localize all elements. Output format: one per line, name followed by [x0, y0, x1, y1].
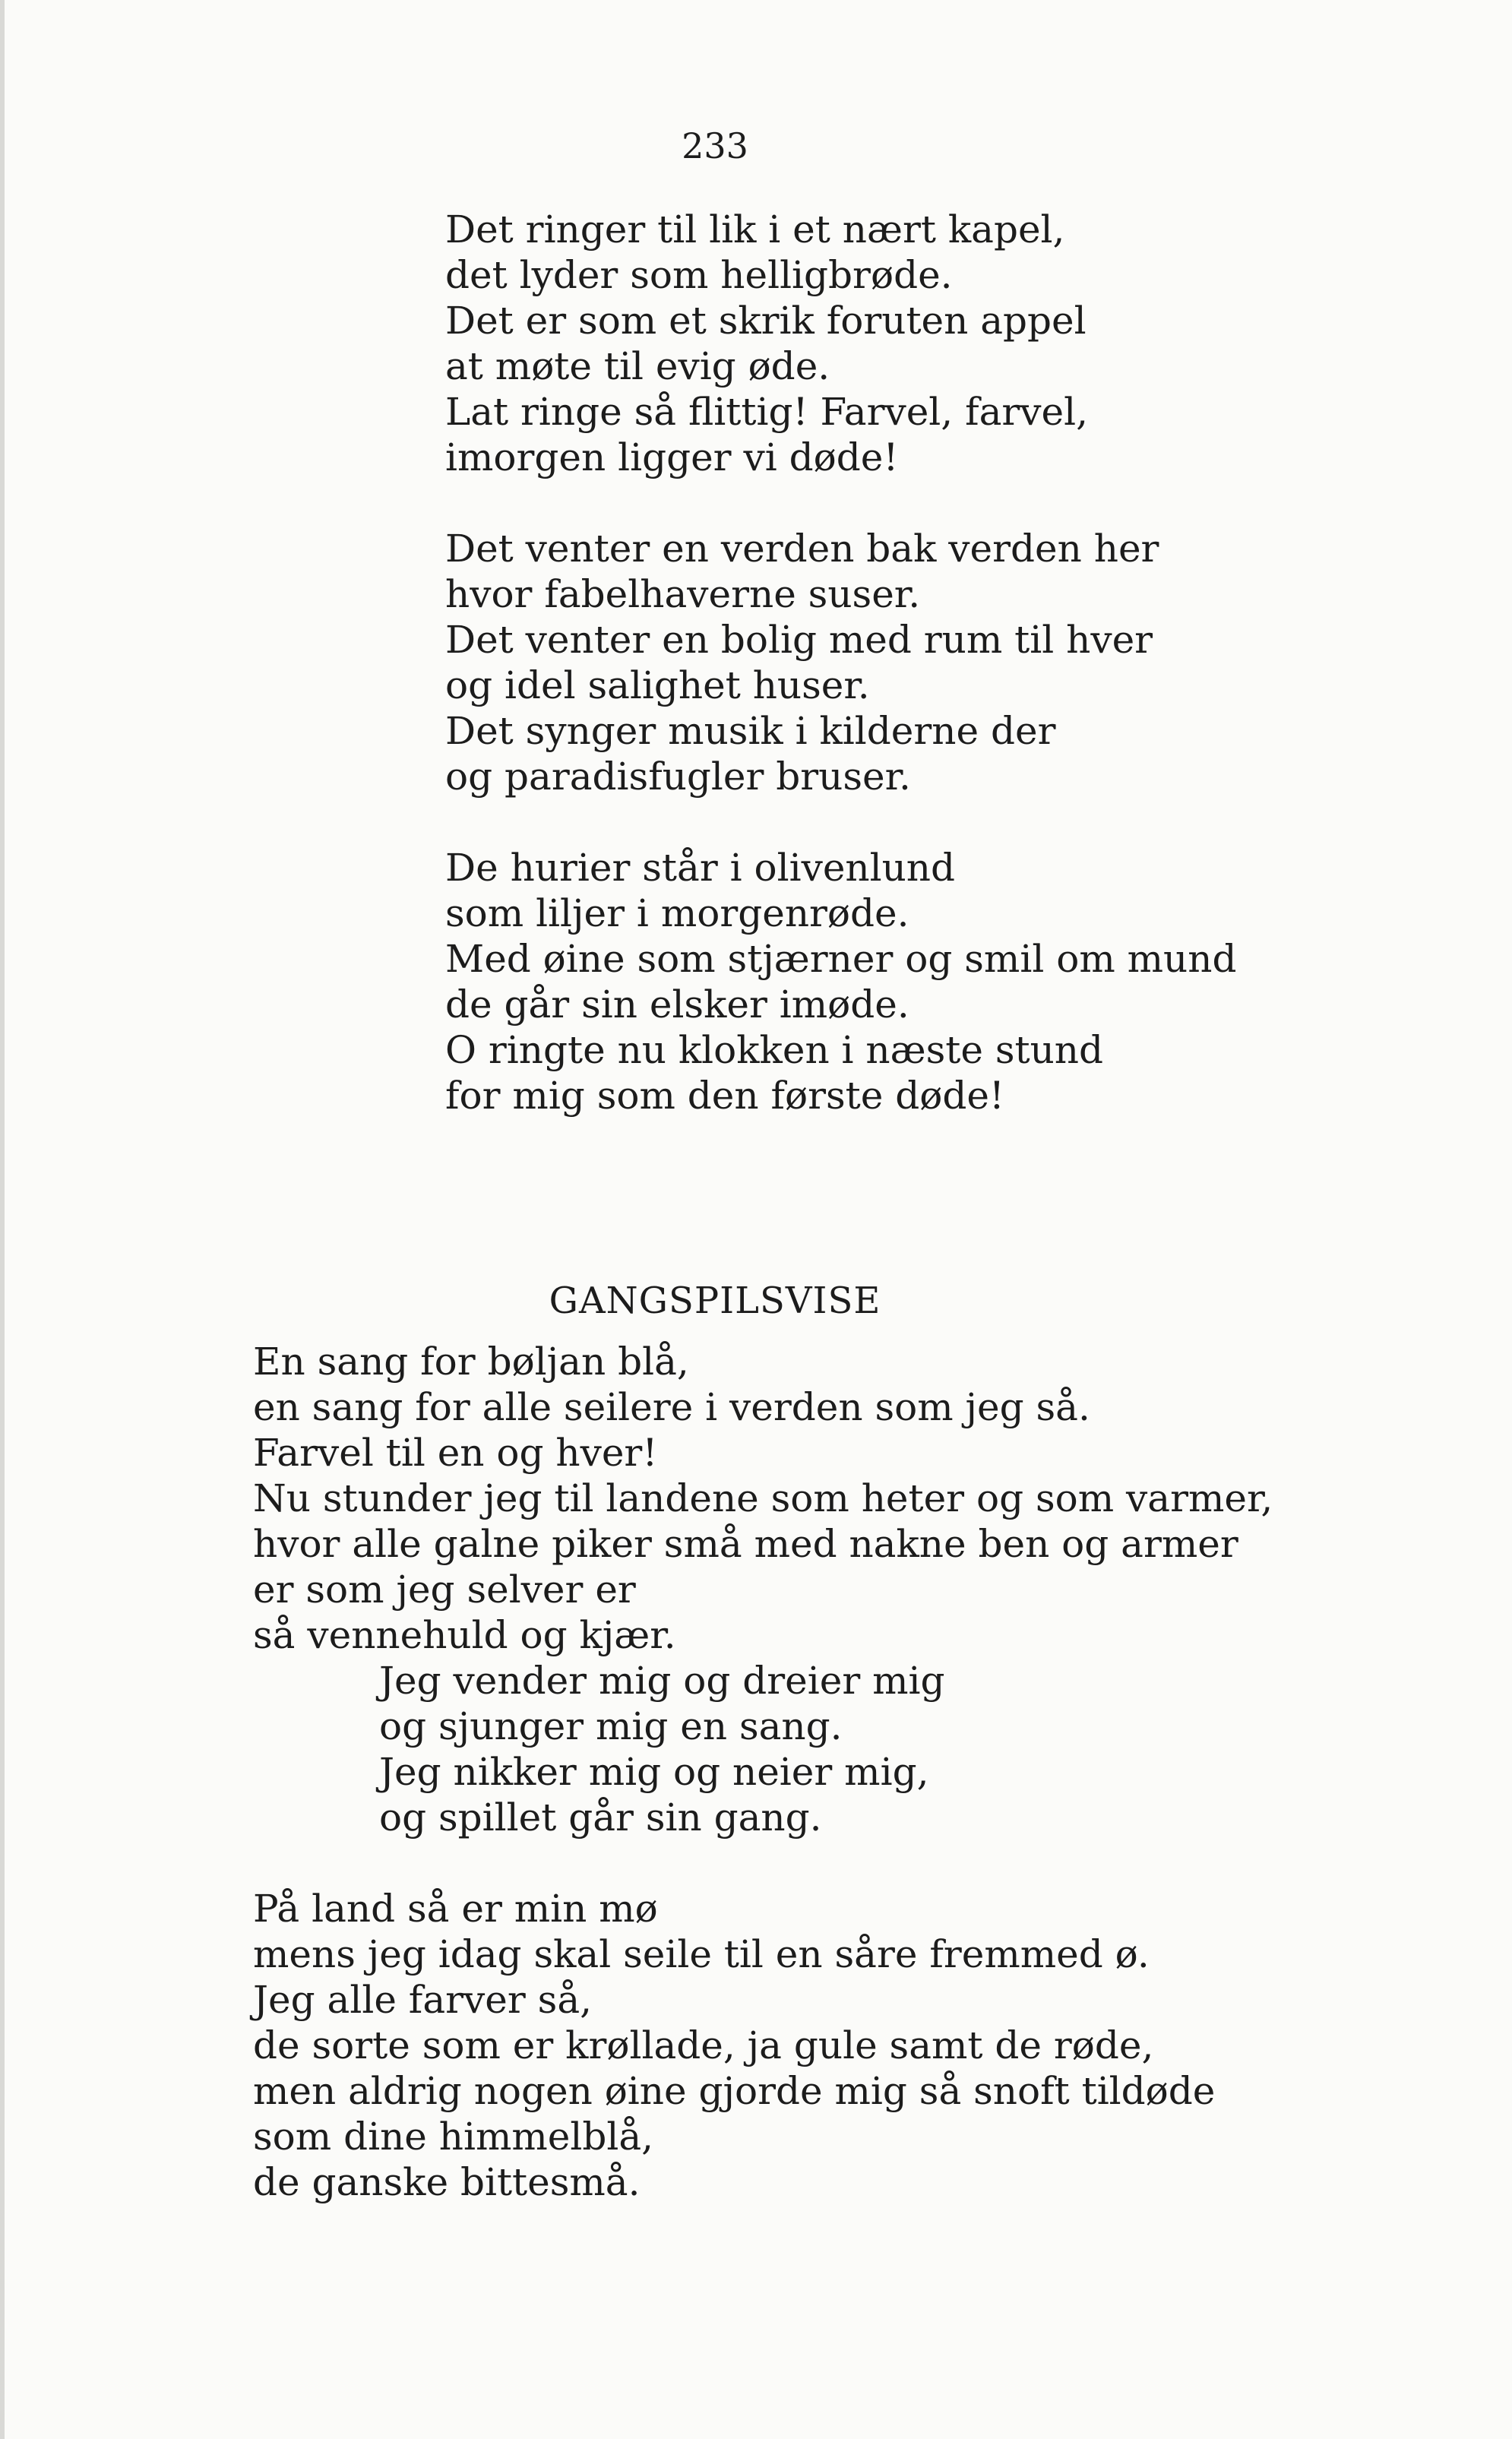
verse-line: at møte til evig øde.	[445, 344, 830, 388]
verse-line: Lat ringe så flittig! Farvel, farvel,	[445, 390, 1089, 434]
verse-line: mens jeg idag skal seile til en såre fremmed ø.	[253, 1932, 1150, 1976]
verse-line: En sang for bøljan blå,	[253, 1340, 689, 1384]
verse-line: Det venter en bolig med rum til hver	[445, 618, 1153, 662]
verse-line: Med øine som stjærner og smil om mund	[445, 937, 1237, 981]
verse-line: så vennehuld og kjær.	[253, 1613, 676, 1657]
verse-line: hvor fabelhaverne suser.	[445, 572, 921, 616]
poem-title: GANGSPILSVISE	[549, 1280, 881, 1322]
verse-line: O ringte nu klokken i næste stund	[445, 1028, 1104, 1072]
verse-line: for mig som den første døde!	[445, 1074, 1005, 1118]
poem-one-stanza-1	[445, 207, 1236, 480]
page-number: 233	[682, 125, 748, 166]
verse-line: de ganske bittesmå.	[253, 2160, 641, 2204]
refrain-line: Jeg vender mig og dreier mig	[379, 1659, 945, 1703]
verse-line: Det er som et skrik foruten appel	[445, 299, 1087, 343]
refrain-line: og spillet går sin gang.	[379, 1795, 822, 1840]
verse-line: de sorte som er krøllade, ja gule samt de røde,	[253, 2023, 1154, 2067]
verse-line: men aldrig nogen øine gjorde mig så snoft tildøde	[253, 2069, 1216, 2113]
verse-line: og idel salighet huser.	[445, 663, 870, 707]
verse-line: er som jeg selver er	[253, 1567, 636, 1612]
verse-line: hvor alle galne piker små med nakne ben og armer	[253, 1522, 1238, 1566]
verse-line: De hurier står i olivenlund	[445, 846, 956, 890]
poem-one-stanza-3	[445, 845, 1236, 1118]
verse-line: de går sin elsker imøde.	[445, 982, 909, 1027]
poem-one	[445, 207, 1236, 1164]
verse-line: imorgen ligger vi døde!	[445, 435, 899, 479]
verse-line: som dine himmelblå,	[253, 2115, 654, 2159]
verse-line: På land så er min mø	[253, 1887, 658, 1931]
poem-two-stanza-2	[253, 1886, 1273, 2205]
verse-line: en sang for alle seilere i verden som jeg så.	[253, 1385, 1090, 1429]
verse-line: Det ringer til lik i et nært kapel,	[445, 207, 1065, 251]
refrain-line: og sjunger mig en sang.	[379, 1704, 843, 1748]
refrain-line: Jeg nikker mig og neier mig,	[379, 1750, 929, 1794]
verse-line: som liljer i morgenrøde.	[445, 891, 909, 935]
verse-line: Det venter en verden bak verden her	[445, 527, 1159, 571]
verse-line: Nu stunder jeg til landene som heter og som varmer,	[253, 1476, 1273, 1520]
verse-line: Det synger musik i kilderne der	[445, 709, 1056, 753]
verse-line: det lyder som helligbrøde.	[445, 253, 953, 297]
verse-line: Farvel til en og hver!	[253, 1431, 658, 1475]
poem-two-stanza-1	[253, 1339, 1273, 1840]
poem-two	[253, 1339, 1273, 2251]
poem-one-stanza-2	[445, 526, 1236, 799]
verse-line: og paradisfugler bruser.	[445, 754, 911, 799]
verse-line: Jeg alle farver så,	[253, 1978, 593, 2022]
